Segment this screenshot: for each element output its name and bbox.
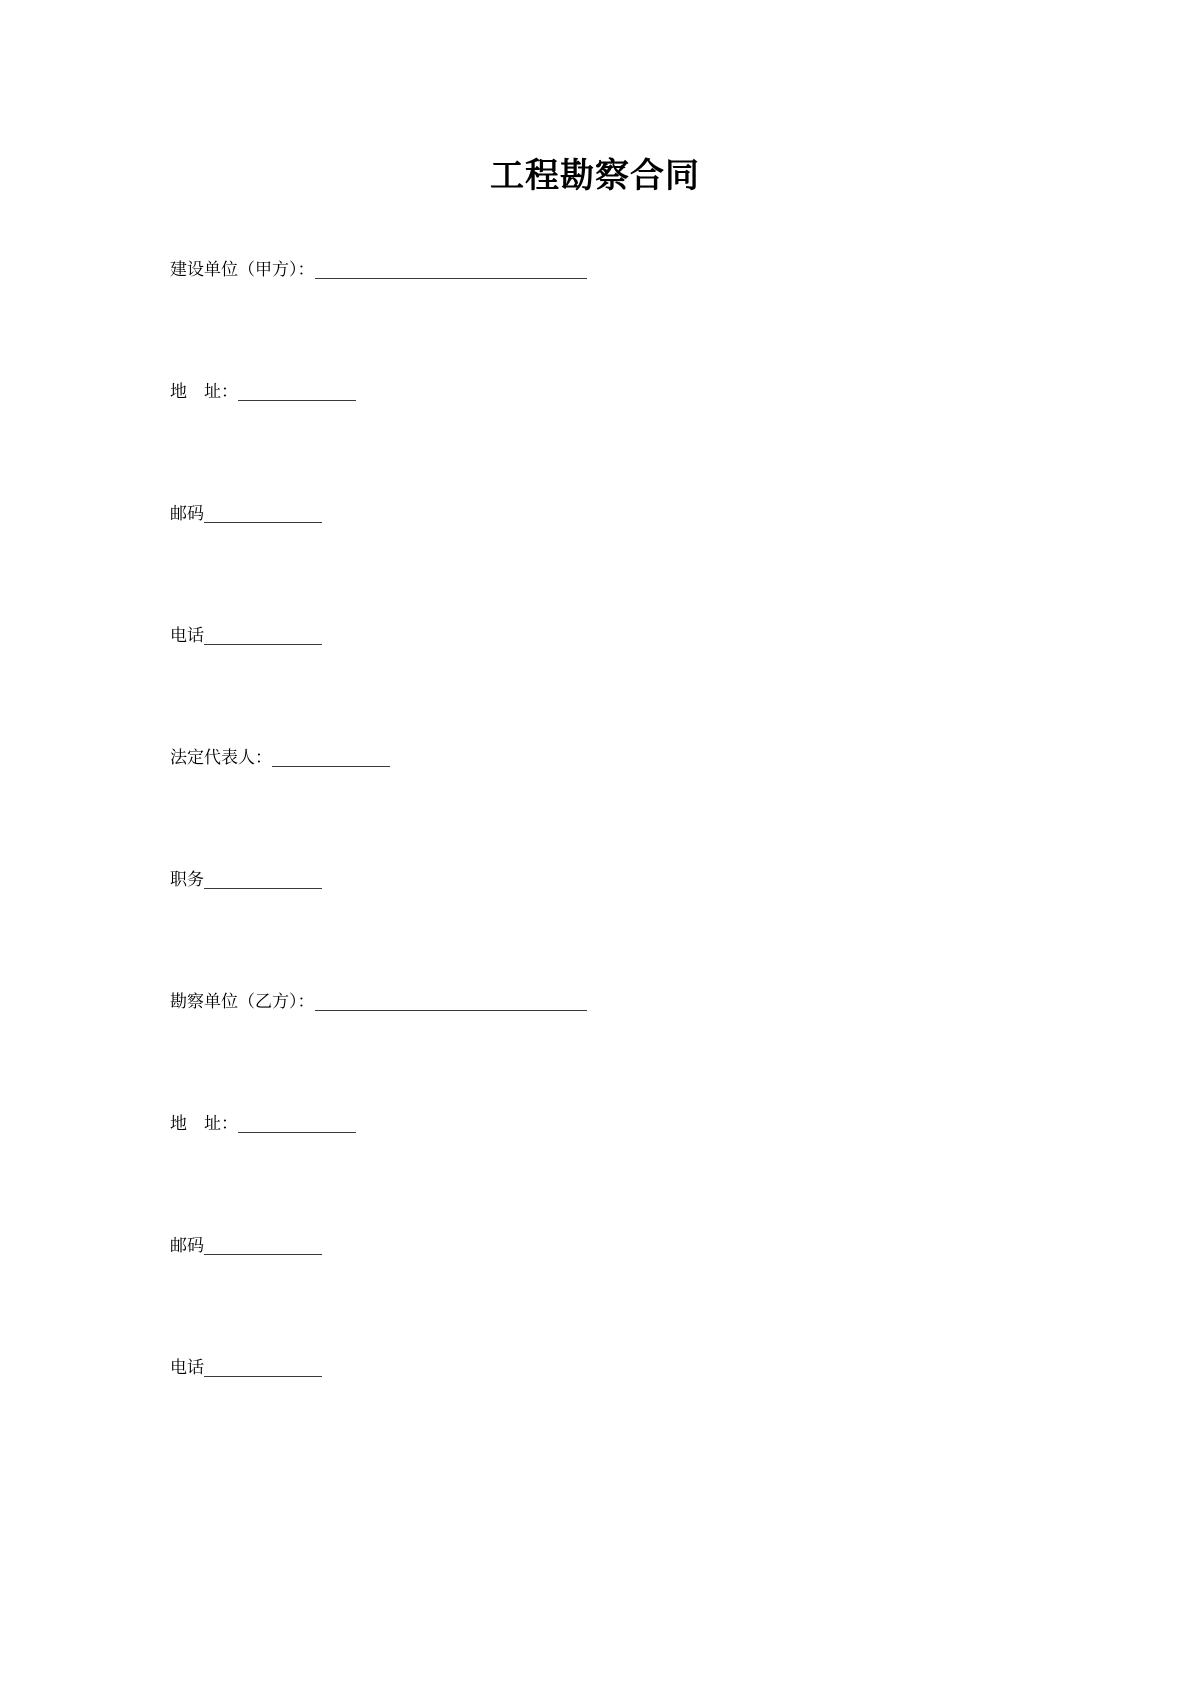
contract-field-list bbox=[170, 258, 1070, 1478]
field-blank-input[interactable] bbox=[204, 1360, 322, 1377]
field-blank-input[interactable] bbox=[204, 628, 322, 645]
page-title: 工程勘察合同 bbox=[490, 156, 700, 196]
field-blank-input[interactable] bbox=[315, 994, 587, 1011]
field-label: 建设单位（甲方）： bbox=[170, 260, 315, 280]
field-blank-input[interactable] bbox=[315, 262, 587, 279]
field-label: 邮码 bbox=[170, 504, 204, 524]
field-label: 地 址： bbox=[170, 1114, 238, 1134]
field-label: 邮码 bbox=[170, 1236, 204, 1256]
field-row bbox=[170, 624, 1070, 746]
field-label: 电话 bbox=[170, 626, 204, 646]
field-blank-input[interactable] bbox=[238, 384, 356, 401]
field-label: 电话 bbox=[170, 1358, 204, 1378]
field-row bbox=[170, 1112, 1070, 1234]
field-row bbox=[170, 502, 1070, 624]
field-row bbox=[170, 380, 1070, 502]
field-row bbox=[170, 1356, 1070, 1478]
field-label: 职务 bbox=[170, 870, 204, 890]
field-label: 勘察单位（乙方）： bbox=[170, 992, 315, 1012]
field-row bbox=[170, 258, 1070, 380]
field-row bbox=[170, 868, 1070, 990]
field-blank-input[interactable] bbox=[204, 1238, 322, 1255]
field-blank-input[interactable] bbox=[204, 506, 322, 523]
field-label: 法定代表人： bbox=[170, 748, 272, 768]
field-label: 地 址： bbox=[170, 382, 238, 402]
field-row bbox=[170, 746, 1070, 868]
field-row bbox=[170, 990, 1070, 1112]
field-blank-input[interactable] bbox=[204, 872, 322, 889]
field-blank-input[interactable] bbox=[272, 750, 390, 767]
field-row bbox=[170, 1234, 1070, 1356]
field-blank-input[interactable] bbox=[238, 1116, 356, 1133]
